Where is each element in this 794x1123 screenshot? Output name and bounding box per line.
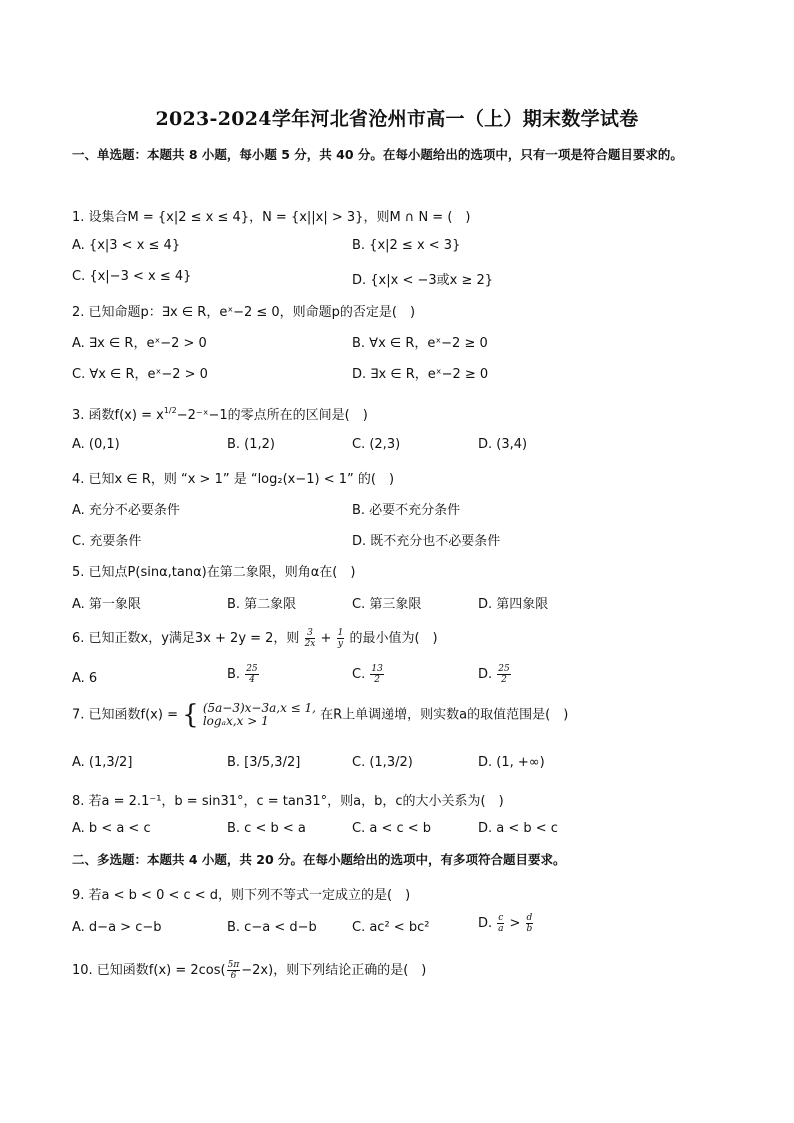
question-6-fraction-1: $\frac{3}{2x}$	[304, 628, 316, 649]
question-2-option-c: C. ∀x ∈ R，eˣ−2 > 0	[72, 367, 208, 382]
question-6-stem-part-b: 的最小值为( )	[349, 631, 438, 646]
question-5-stem: 5. 已知点P(sinα,tanα)在第二象限，则角α在( )	[72, 565, 356, 580]
question-7-stem	[72, 702, 568, 728]
question-3-stem-part-b: −2⁻ˣ−1的零点所在的区间是( )	[176, 408, 368, 423]
question-3-stem	[72, 404, 368, 423]
question-1-option-b: B. {x|2 ≤ x < 3}	[352, 238, 461, 253]
question-7-option-c: C. (1,3/2)	[352, 755, 413, 770]
question-7-option-a: A. (1,3/2]	[72, 755, 133, 770]
question-3-stem-part-a: 3. 函数f(x) = x	[72, 408, 164, 423]
page-title: 2023-2024学年河北省沧州市高一（上）期末数学试卷	[155, 108, 639, 130]
question-6-plus: +	[320, 631, 332, 646]
question-3-option-c: C. (2,3)	[352, 437, 401, 452]
question-10-stem-part-b: −2x)，则下列结论正确的是( )	[241, 963, 427, 978]
question-2-option-a: A. ∃x ∈ R，eˣ−2 > 0	[72, 336, 207, 351]
question-5-option-d: D. 第四象限	[478, 597, 549, 612]
question-1-option-d: D. {x|x < −3或x ≥ 2}	[352, 273, 494, 288]
question-5-option-a: A. 第一象限	[72, 597, 141, 612]
question-2-option-b: B. ∀x ∈ R，eˣ−2 ≥ 0	[352, 336, 488, 351]
section-single-choice-header: 一、单选题：本题共 8 小题，每小题 5 分，共 40 分。在每小题给出的选项中，只有一项是符合题目要求的。	[72, 147, 683, 162]
question-10-stem	[72, 959, 426, 981]
question-8-option-d: D. a < b < c	[478, 821, 558, 836]
question-9-stem: 9. 若a < b < 0 < c < d，则下列不等式一定成立的是( )	[72, 888, 411, 903]
question-6-option-a: A. 6	[72, 671, 98, 686]
question-9-option-c: C. ac² < bc²	[352, 920, 430, 935]
question-3-option-b: B. (1,2)	[227, 437, 276, 452]
question-4-stem: 4. 已知x ∈ R，则 “x > 1” 是 “log₂(x−1) < 1” 的( )	[72, 472, 395, 487]
question-2-option-d: D. ∃x ∈ R，eˣ−2 ≥ 0	[352, 367, 489, 382]
question-1-option-a: A. {x|3 < x ≤ 4}	[72, 238, 181, 253]
question-5-option-b: B. 第二象限	[227, 597, 297, 612]
piecewise-brace: {	[182, 700, 199, 730]
question-10-fraction: $\frac{5\pi}{6}$	[227, 960, 240, 981]
question-6-option-d: D. $\frac{25}{2}$	[478, 664, 510, 685]
question-4-option-b: B. 必要不充分条件	[352, 503, 461, 518]
question-4-option-d: D. 既不充分也不必要条件	[352, 534, 501, 549]
question-3-option-d: D. (3,4)	[478, 437, 528, 452]
question-4-option-c: C. 充要条件	[72, 534, 142, 549]
question-7-stem-part-b: 在R上单调递增，则实数a的取值范围是( )	[320, 707, 569, 723]
question-7-option-d: D. (1, +∞)	[478, 755, 545, 770]
question-2-stem: 2. 已知命题p：∃x ∈ R，eˣ−2 ≤ 0，则命题p的否定是( )	[72, 305, 416, 320]
question-9-option-a: A. d−a > c−b	[72, 920, 162, 935]
section-multiple-choice-header: 二、多选题：本题共 4 小题，共 20 分。在每小题给出的选项中，有多项符合题目要求。	[72, 852, 566, 867]
question-6-option-b: B. $\frac{25}{4}$	[227, 664, 258, 685]
question-3-exponent: 1/2	[163, 406, 177, 415]
question-7-piecewise: (5a−3)x−3a,x ≤ 1, logₐx,x > 1	[202, 701, 316, 728]
question-8-option-c: C. a < c < b	[352, 821, 432, 836]
question-6-stem-part-a: 6. 已知正数x，y满足3x + 2y = 2，则	[72, 631, 300, 646]
question-3-option-a: A. (0,1)	[72, 437, 120, 452]
question-5-option-c: C. 第三象限	[352, 597, 422, 612]
question-1-stem: 1. 设集合M = {x|2 ≤ x ≤ 4}，N = {x||x| > 3}，则M ∩ N = ( )	[72, 210, 471, 225]
question-8-option-a: A. b < a < c	[72, 821, 151, 836]
question-6-stem	[72, 627, 438, 649]
question-8-option-b: B. c < b < a	[227, 821, 306, 836]
question-7-stem-part-a: 7. 已知函数f(x) =	[72, 707, 178, 723]
question-4-option-a: A. 充分不必要条件	[72, 503, 180, 518]
question-10-stem-part-a: 10. 已知函数f(x) = 2cos(	[72, 963, 226, 978]
question-9-option-b: B. c−a < d−b	[227, 920, 317, 935]
question-6-fraction-2: $\frac{1}{y}$	[337, 628, 344, 649]
question-1-option-c: C. {x|−3 < x ≤ 4}	[72, 269, 192, 284]
question-6-option-c: C. $\frac{13}{2}$	[352, 664, 383, 685]
question-9-option-d: D. $\frac{c}{a}$ > $\frac{d}{b}$	[478, 913, 533, 934]
question-7-option-b: B. [3/5,3/2]	[227, 755, 301, 770]
question-8-stem: 8. 若a = 2.1⁻¹，b = sin31°，c = tan31°，则a，b，c的大小关系为( )	[72, 794, 504, 809]
